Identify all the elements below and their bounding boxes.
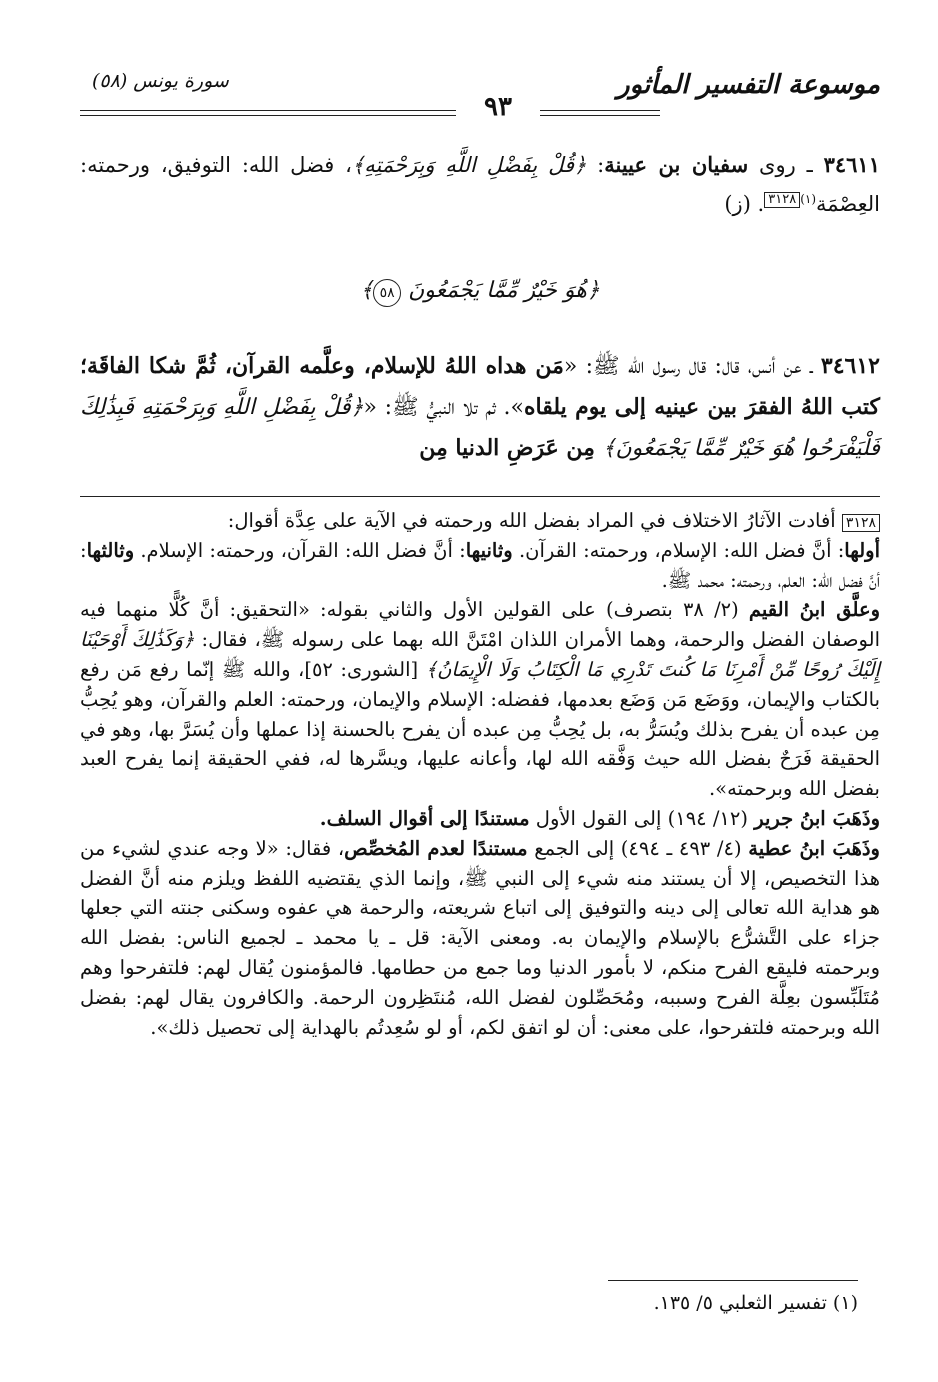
scholar-name: وعلَّق ابنُ القيم: [748, 598, 880, 622]
ayah-close: ﴾: [360, 278, 374, 303]
text: [الشورى: ٥٢]، والله ﷺ إنّما رفع مَن رفع بالكتاب والإيمان، ووَضَع مَن وَضَع بعدمها، ففضله: الإسلام والإيمان، ورحمته: العلم والقرآن، وهو يُحِبُّ مِن عبده أن يفرح بذلك ويُسَرُّ به، بل يُحِبُّ مِن عبده أن يفرح بالحسنة إذا عملها وأن يُسَرَّ بها، وهو في الحقيقة فَرَحٌ بفضل الله حيث وَفَّقه الله لها، وأعانه عليها، ويسَّرها له، ففي الحقيقة إنما يفرح العبد بفضل الله وبرحمته».: [80, 657, 880, 801]
text: : أنَّ فضل الله: العلم، ورحمته: محمد ﷺ.: [80, 538, 880, 592]
narrator-name: سفيان بن عيينة: [604, 152, 749, 177]
ayah-heading: [80, 278, 880, 307]
page-number: ٩٣: [463, 92, 533, 122]
text: : أنَّ فضل الله: الإسلام، ورحمته: القرآن.: [512, 538, 845, 562]
narration-number: ٣٤٦١١: [823, 152, 880, 177]
text: (٤/ ٤٩٣ ـ ٤٩٤) إلى الجمع: [527, 836, 749, 860]
hadith-text: مِن عَرَضِ الدنيا مِن: [419, 435, 603, 461]
footnote-separator: [608, 1280, 858, 1281]
footnote: (١) تفسير الثعلبي ٥/ ١٣٥.: [653, 1292, 858, 1314]
text: (٢/ ٣٨ بتصرف) على القولين الأول والثاني بقوله: «التحقيق: أنَّ كُلًّا منهما فيه الوصفان الفضل والرحمة، وهما الأمران اللذان امْتَنَّ الله بهما على رسوله ﷺ، فقال:: [80, 598, 880, 652]
label: أولها: [844, 538, 880, 562]
narration-34612: [80, 346, 880, 469]
note-number: ٣١٢٨: [842, 514, 880, 532]
text: ، فضل الله: التوفيق، ورحمته: العِصْمَة: [80, 153, 880, 216]
note-reference: ٣١٢٨: [764, 192, 800, 208]
footnote-marker: (١): [800, 192, 817, 206]
ayah-number: ٥٨: [373, 279, 401, 307]
narration-34611: [80, 148, 880, 221]
text: :: [586, 153, 605, 177]
commentary-notes: [80, 506, 880, 1042]
label: وثانيها: [465, 538, 513, 562]
quran-verse: ﴿قُلْ بِفَضْلِ اللَّهِ وَبِرَحْمَتِهِ﴾: [351, 153, 587, 177]
quran-verse: ﴿قُلْ بِفَضْلِ اللَّهِ وَبِرَحْمَتِهِ فَبِذَٰلِكَ فَلْيَفْرَحُوا هُوَ خَيْرٌ مِّمَّا يَجْمَعُونَ﴾: [80, 395, 880, 461]
hadith-text: مَن هداه اللهُ للإسلام، وعلَّمه القرآن، ثُمَّ شكا الفاقَة؛ كتب اللهُ الفقرَ بين عينيه إلى يوم يلقاه: [80, 353, 881, 420]
scholar-name: وذَهَبَ ابنُ عطية: [748, 836, 880, 860]
scholar-name: وذَهَبَ ابنُ جرير: [754, 806, 880, 830]
text: ، فقال: «لا وجه عندي لشيء من هذا التخصيص، إلا أن يستند منه شيء إلى النبي ﷺ، وإنما الذي يقتضيه اللفظ ويلزم منه أنَّ الفضل هو هداية الله تعالى إلى دينه والتوفيق إلى اتباع شريعته، والرحمة هي عفوه وسكنى جنته التي جعلها جزاء على التَّشرُّع بالإسلام والإيمان به. ومعنى الآية: قل ـ يا محمد ـ لجميع الناس: بفضل الله وبرحمته فليقع الفرح منكم، لا بأمور الدنيا وما جمع من حطامها. فالمؤمنون يُقال لهم: فلتفرحوا وهم مُتَلَبِّسون بعِلَّة الفرح وسببه، ومُحَصِّلون لفضل الله، مُنتَظِرون الرحمة. والكافرون يقال لهم: بفضل الله وبرحمته فلتفرحوا، على معنى: أن لو اتفق لكم، أو لو سُعِدتُم بالهداية إلى تحصيل ذلك».: [80, 836, 880, 1039]
header-rule-left: [80, 110, 456, 116]
text: ـ روى: [748, 153, 824, 177]
text: : أنَّ فضل الله: القرآن، ورحمته: الإسلام.: [134, 538, 466, 562]
text: أفادت الآثارُ الاختلاف في المراد بفضل الله ورحمته في الآية على عِدَّة أقوال:: [227, 509, 842, 532]
text: مستندًا إلى أقوال السلف.: [319, 806, 530, 830]
text: (١٢/ ١٩٤) إلى القول الأول: [529, 806, 755, 830]
narration-number: ٣٤٦١٢: [820, 353, 880, 379]
text: ـ عن أنس، قال: قال رسول الله ﷺ: «: [563, 354, 821, 379]
book-title: موسوعة التفسير المأثور: [617, 70, 880, 100]
text: مستندًا لعدم المُخصِّص: [344, 836, 528, 860]
notes-separator: [80, 496, 880, 497]
ayah-text: ﴿هُوَ خَيْرٌ مِّمَّا يَجْمَعُونَ: [408, 278, 600, 303]
text: ». ثم تلا النبيُّ ﷺ: «: [363, 395, 525, 420]
text: . (ز): [724, 192, 765, 216]
label: وثالثها: [86, 538, 135, 562]
quran-verse: ﴿وَكَذَٰلِكَ أَوْحَيْنَا إِلَيْكَ رُوحًا مِّنْ أَمْرِنَا مَا كُنتَ تَدْرِي مَا الْكِتَابُ وَلَا الْإِيمَانُ﴾: [80, 628, 880, 681]
surah-title: سورة يونس (٥٨): [92, 70, 229, 92]
page-header: [80, 66, 880, 122]
header-rule-right: [540, 110, 660, 116]
